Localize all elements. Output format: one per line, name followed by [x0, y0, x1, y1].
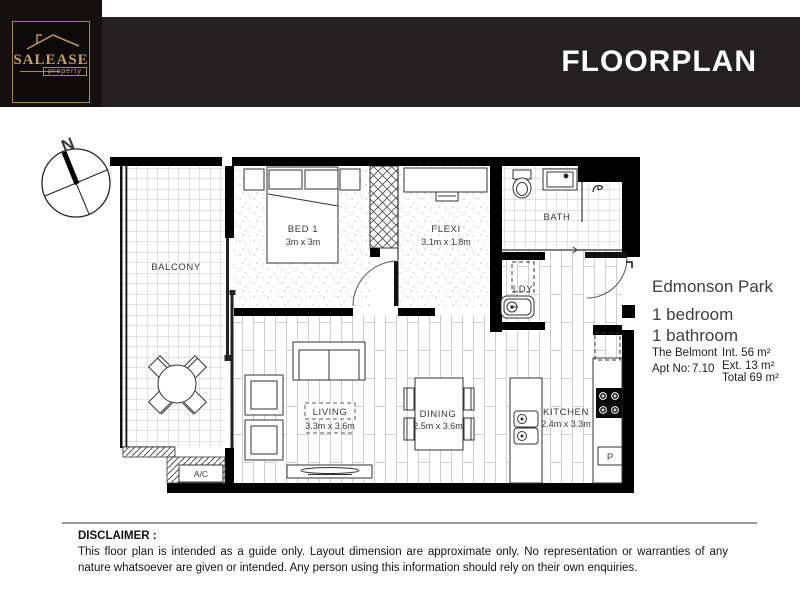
cooktop-icon — [596, 388, 622, 418]
dims-bed: 3m x 3m — [285, 237, 321, 247]
apt-label: Apt No: — [652, 363, 691, 375]
compass-north-label: N — [58, 133, 78, 157]
disclaimer-heading: DISCLAIMER : — [78, 530, 157, 542]
label-dining: DINING — [419, 409, 457, 420]
laundry-tub-icon — [501, 296, 534, 318]
floor-balcony — [122, 166, 225, 447]
robe — [370, 166, 398, 248]
dims-kitchen: 2.4m x 3.3m — [541, 419, 591, 429]
apt-number: 7.10 — [692, 363, 715, 375]
area-external: Ext. 13 m² — [722, 359, 775, 372]
label-kitchen: KITCHEN — [543, 407, 589, 418]
kitchen-island-icon — [510, 378, 542, 483]
ac-unit — [123, 447, 225, 483]
sofa-icon — [293, 342, 365, 380]
label-ac: A/C — [193, 469, 209, 479]
label-laundry: LDY — [512, 284, 534, 295]
bathroom-count: 1 bathroom — [652, 326, 738, 345]
bedroom-count: 1 bedroom — [652, 305, 734, 324]
tv-unit-icon — [287, 465, 372, 478]
building-name: The Belmont — [652, 347, 718, 359]
compass-icon — [42, 149, 110, 217]
disclaimer-body: This floor plan is intended as a guide only. Layout dimension are approximate only. No representation or warranties of any nature whatsoever are given or intended. Any person using this information should rely on their own enquiries. — [78, 546, 728, 574]
label-balcony: BALCONY — [151, 262, 201, 273]
dims-flexi: 3.1m x 1.8m — [421, 237, 471, 247]
logo-tagline: property — [43, 67, 87, 76]
label-pantry: P — [606, 452, 614, 463]
area-total: Total 69 m² — [722, 372, 779, 384]
suburb-name: Edmonson Park — [652, 277, 773, 296]
label-flexi: FLEXI — [431, 224, 461, 235]
dims-living: 3.3m x 3.6m — [305, 421, 355, 431]
label-living: LIVING — [312, 407, 348, 418]
vanity-icon — [543, 169, 577, 190]
dims-dining: 2.5m x 3.6m — [413, 421, 463, 431]
page-title: FLOORPLAN — [561, 45, 757, 78]
area-internal: Int. 56 m² — [722, 347, 771, 359]
sliding-door — [225, 238, 236, 448]
label-bath: BATH — [543, 212, 571, 223]
toilet-icon — [513, 170, 531, 198]
label-bed: BED 1 — [287, 224, 319, 235]
logo-name: SALEASE — [13, 52, 89, 68]
disclaimer-divider — [62, 522, 757, 524]
